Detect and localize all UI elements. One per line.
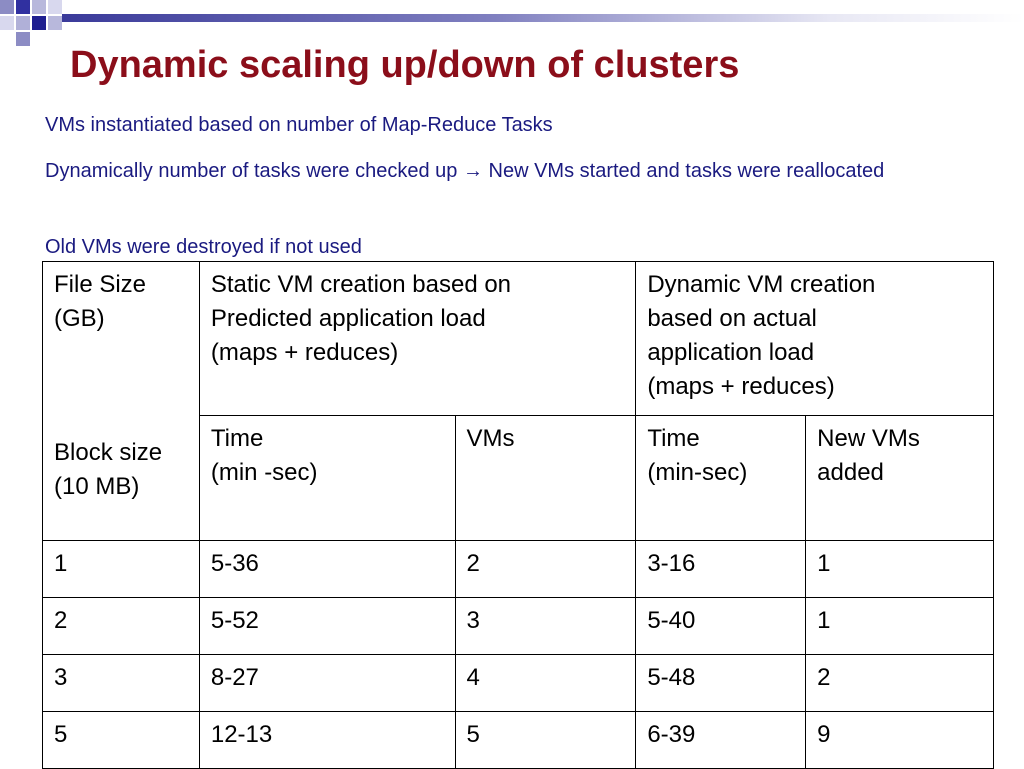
table-row [43,598,994,655]
header-text: VMs [466,425,515,452]
header-text: (GB) [54,305,105,332]
header-text: File Size [54,271,147,298]
cell-new-vms: 2 [806,655,994,712]
table-row [43,712,994,769]
cell-static-time: 12-13 [199,712,455,769]
bullet-text: Old VMs were destroyed if not used [45,236,362,258]
dynamic-header-cell [636,262,994,416]
cell-static-time: 5-36 [199,541,455,598]
slide-title: Dynamic scaling up/down of clusters [70,44,740,86]
cell-new-vms: 9 [806,712,994,769]
title-gradient-bar [62,14,1024,22]
cell-vms: 5 [455,712,636,769]
decor-square [32,16,46,30]
subheader-cell [636,416,806,541]
cell-vms: 3 [455,598,636,655]
decor-square [16,16,30,30]
cell-dynamic-time: 5-48 [636,655,806,712]
cell-vms: 4 [455,655,636,712]
decor-square [48,16,62,30]
subheader-cell [455,416,636,541]
cell-dynamic-time: 5-40 [636,598,806,655]
cell-dynamic-time: 3-16 [636,541,806,598]
header-text: application load [647,339,815,366]
subheader-cell [806,416,994,541]
table-row [43,541,994,598]
header-text: Time [647,425,700,452]
header-text: (min -sec) [210,459,318,486]
header-text: added [817,459,884,486]
decor-square [0,0,14,14]
decor-square [48,0,62,14]
decor-square [16,0,30,14]
header-text: Time [210,425,264,452]
header-text: (maps + reduces) [647,373,835,400]
cell-new-vms: 1 [806,541,994,598]
table-row [43,655,994,712]
cell-file-size: 5 [43,712,200,769]
header-text: Predicted application load [210,305,486,332]
cell-file-size: 3 [43,655,200,712]
results-table [42,261,994,769]
header-text: (maps + reduces) [210,339,399,366]
cell-new-vms: 1 [806,598,994,655]
bullet-text: Dynamically number of tasks were checked up → New VMs started and tasks were reallocated [45,160,885,182]
decor-square [32,0,46,14]
header-text: based on actual [647,305,817,332]
header-text: Dynamic VM creation [647,271,876,298]
cell-static-time: 5-52 [199,598,455,655]
cell-file-size: 1 [43,541,200,598]
header-text: Static VM creation based on [210,271,512,298]
decor-square [16,32,30,46]
subheader-cell [199,416,455,541]
cell-file-size: 2 [43,598,200,655]
header-text: (min-sec) [647,459,748,486]
cell-static-time: 8-27 [199,655,455,712]
header-text: New VMs [817,425,920,452]
decor-square [0,16,14,30]
static-header-cell [199,262,635,416]
table-header-row [43,262,994,416]
header-text: Block size [54,439,163,466]
header-text: (10 MB) [54,473,140,500]
file-size-header-cell [43,262,200,541]
cell-spacer [54,336,188,436]
cell-vms: 2 [455,541,636,598]
bullet-text: VMs instantiated based on number of Map-Reduce Tasks [45,114,553,136]
cell-dynamic-time: 6-39 [636,712,806,769]
